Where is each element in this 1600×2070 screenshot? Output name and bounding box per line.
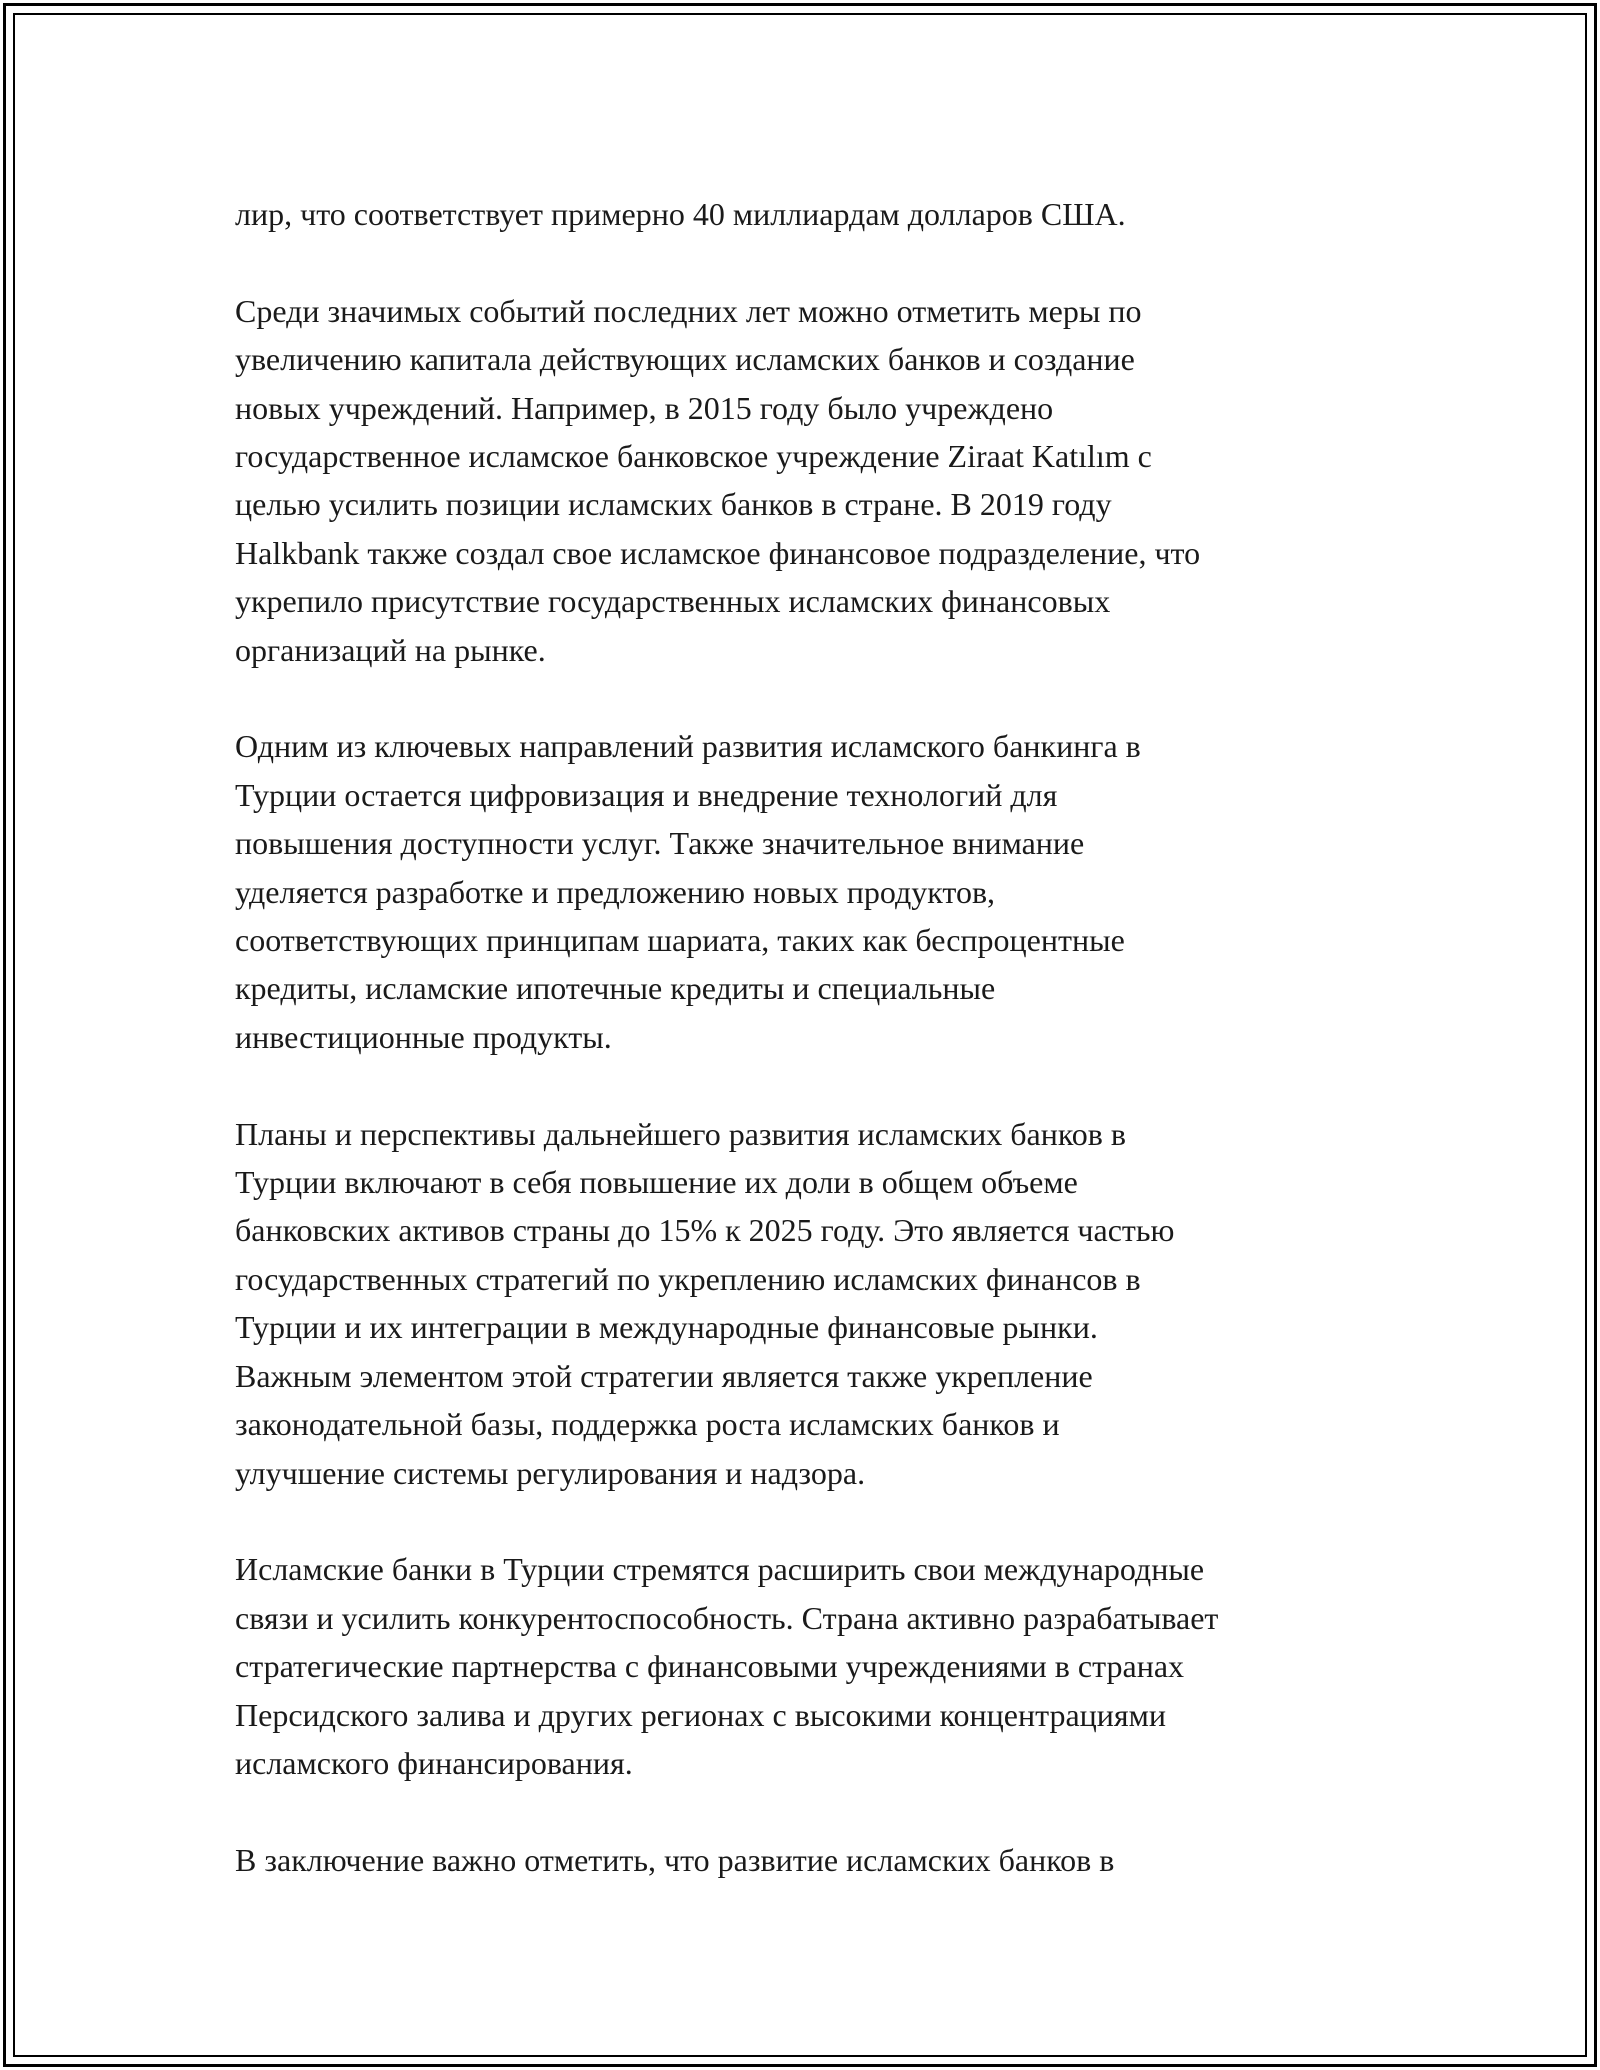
text-line: банковских активов страны до 15% к 2025 году. Это является частью bbox=[235, 1212, 1175, 1249]
text-line: государственных стратегий по укреплению исламских финансов в bbox=[235, 1260, 1141, 1297]
document-body bbox=[235, 190, 1415, 1933]
text-line: стратегические партнерства с финансовыми учреждениями в странах bbox=[235, 1648, 1185, 1685]
text-line: кредиты, исламские ипотечные кредиты и специальные bbox=[235, 970, 996, 1007]
text-line: увеличению капитала действующих исламских банков и создание bbox=[235, 341, 1135, 378]
paragraph-6 bbox=[235, 1836, 1415, 1884]
text-line: законодательной базы, поддержка роста исламских банков и bbox=[235, 1406, 1060, 1443]
text-line: лир, что соответствует примерно 40 миллиардам долларов США. bbox=[235, 196, 1126, 232]
text-line: Важным элементом этой стратегии является также укрепление bbox=[235, 1357, 1093, 1394]
text-line: В заключение важно отметить, что развитие исламских банков в bbox=[235, 1841, 1115, 1878]
text-line: Планы и перспективы дальнейшего развития исламских банков в bbox=[235, 1115, 1126, 1152]
text-line: Halkbank также создал свое исламское финансовое подразделение, что bbox=[235, 534, 1201, 571]
text-line: укрепило присутствие государственных исламских финансовых bbox=[235, 583, 1111, 620]
text-line: Исламские банки в Турции стремятся расширить свои международные bbox=[235, 1551, 1205, 1588]
text-line: Турции остается цифровизация и внедрение технологий для bbox=[235, 776, 1058, 813]
text-line: Турции включают в себя повышение их доли в общем объеме bbox=[235, 1164, 1078, 1201]
text-line: уделяется разработке и предложению новых продуктов, bbox=[235, 873, 996, 910]
text-line: повышения доступности услуг. Также значительное внимание bbox=[235, 825, 1085, 862]
text-line: государственное исламское банковское учреждение Ziraat Katılım с bbox=[235, 438, 1152, 475]
text-line: инвестиционные продукты. bbox=[235, 1018, 612, 1055]
paragraph-1 bbox=[235, 190, 1415, 238]
paragraph-2 bbox=[235, 287, 1415, 674]
text-line: новых учреждений. Например, в 2015 году было учреждено bbox=[235, 389, 1054, 426]
text-line: улучшение системы регулирования и надзора. bbox=[235, 1454, 866, 1491]
text-line: связи и усилить конкурентоспособность. Страна активно разрабатывает bbox=[235, 1599, 1219, 1636]
text-line: целью усилить позиции исламских банков в стране. В 2019 году bbox=[235, 486, 1112, 523]
text-line: организаций на рынке. bbox=[235, 631, 546, 668]
text-line: Одним из ключевых направлений развития исламского банкинга в bbox=[235, 728, 1141, 765]
text-line: Турции и их интеграции в международные финансовые рынки. bbox=[235, 1309, 1098, 1346]
paragraph-4 bbox=[235, 1110, 1415, 1497]
text-line: Персидского залива и других регионах с высокими концентрациями bbox=[235, 1696, 1166, 1733]
paragraph-3 bbox=[235, 722, 1415, 1061]
text-line: исламского финансирования. bbox=[235, 1744, 633, 1781]
paragraph-5 bbox=[235, 1545, 1415, 1787]
text-line: соответствующих принципам шариата, таких как беспроцентные bbox=[235, 922, 1125, 959]
text-line: Среди значимых событий последних лет можно отметить меры по bbox=[235, 292, 1142, 329]
